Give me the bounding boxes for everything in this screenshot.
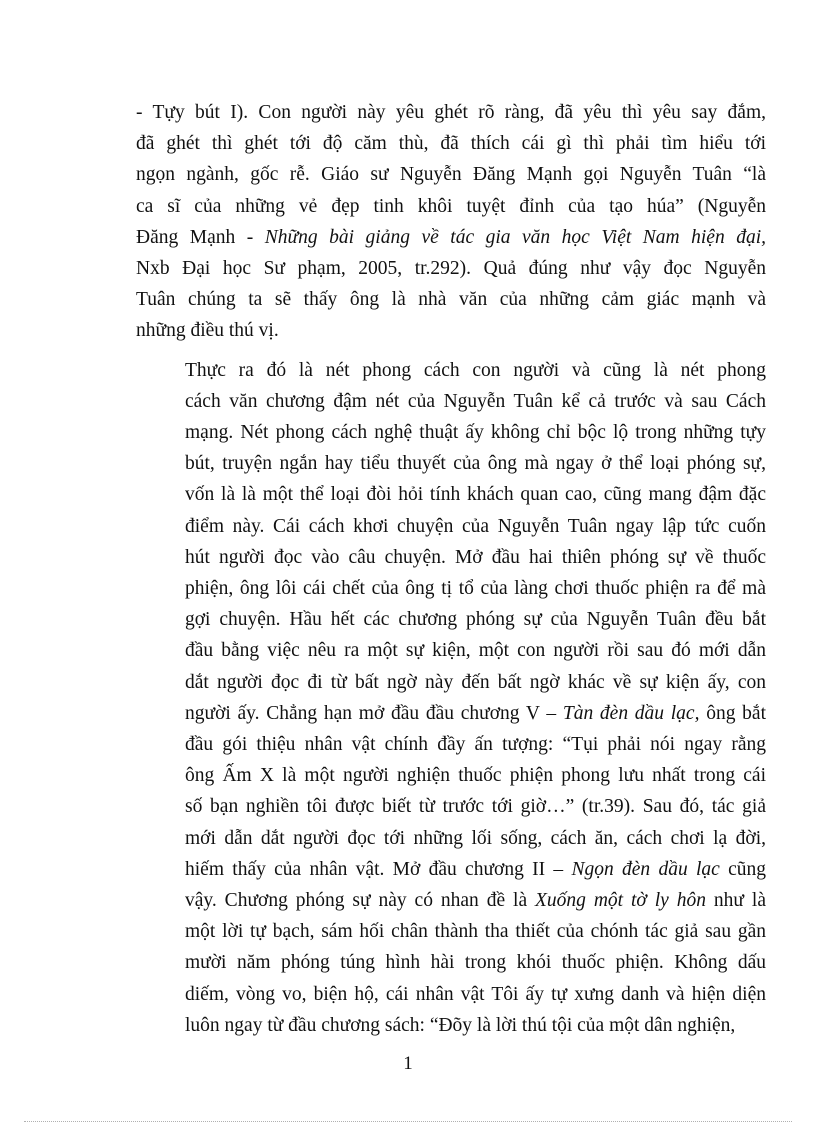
text-line <box>136 854 766 885</box>
text-run: cũng <box>719 858 767 880</box>
text-line <box>136 885 766 916</box>
text-run: như là <box>706 890 766 912</box>
text-line <box>136 222 766 253</box>
text-run: mới dẫn dắt người đọc tới những lối sống, cách ăn, cách chơi lạ đời, <box>185 827 766 849</box>
text-line <box>136 947 766 978</box>
text-run: vốn là là một thể loại đòi hỏi tính khách quan cao, cũng mang đậm đặc <box>185 484 766 506</box>
text-run: đầu bằng việc nêu ra một sự kiện, một con người rồi sau đó mới dẫn <box>185 640 766 662</box>
text-line <box>136 667 766 698</box>
text-line <box>136 479 766 510</box>
text-run: dắt người đọc đi từ bất ngờ này đến bất ngờ khác về sự kiện ấy, con <box>185 671 766 693</box>
text-line <box>136 542 766 573</box>
paragraph-2 <box>136 355 766 1041</box>
text-run: Thực ra đó là nét phong cách con người và cũng là nét phong <box>185 359 766 381</box>
text-run: luôn ngay từ đầu chương sách: “Đõy là lời thú tội của một dân nghiện, <box>185 1014 736 1036</box>
text-run: vậy. Chương phóng sự này có nhan đề là <box>185 890 536 912</box>
text-run: hút người đọc vào câu chuyện. Mở đầu hai thiên phóng sự về thuốc <box>185 546 766 568</box>
text-line <box>136 253 766 284</box>
document-body <box>136 97 766 1041</box>
text-run: đầu gói thiệu nhân vật chính đầy ấn tượng: “Tụi phải nói ngay rằng <box>185 734 766 756</box>
text-run: đã ghét thì ghét tới độ căm thù, đã thích cái gì thì phải tìm hiểu tới <box>136 133 766 155</box>
text-run: phiện, ông lôi cái chết của ông tị tổ của làng chơi thuốc phiện ra để mà <box>185 578 766 600</box>
text-line <box>136 635 766 666</box>
text-run: mạng. Nét phong cách nghệ thuật ấy không chỉ bộc lộ trong những tựy <box>185 422 766 444</box>
text-run: diếm, vòng vo, biện hộ, cái nhân vật Tôi ấy tự xưng danh và hiện diện <box>185 983 766 1005</box>
text-line <box>136 511 766 542</box>
text-line <box>136 573 766 604</box>
text-line <box>136 823 766 854</box>
italic-title: Ngọn đèn dầu lạc <box>571 858 720 880</box>
text-run: ngọn ngành, gốc rễ. Giáo sư Nguyễn Đăng Mạnh gọi Nguyễn Tuân “là <box>136 164 766 186</box>
page-number: 1 <box>403 1053 413 1074</box>
text-line <box>136 791 766 822</box>
text-run: ca sĩ của những vẻ đẹp tinh khôi tuyệt đỉnh của tạo húa” (Nguyễn <box>136 195 766 217</box>
italic-title: Những bài giảng về tác gia văn học Việt Nam hiện đại, <box>264 226 766 248</box>
text-line <box>136 128 766 159</box>
text-run: Đăng Mạnh - <box>136 226 265 248</box>
text-run: hiếm thấy của nhân vật. Mở đầu chương II – <box>185 858 572 880</box>
text-run: Tuân chúng ta sẽ thấy ông là nhà văn của những cảm giác mạnh và <box>136 289 766 311</box>
text-run: ông bắt <box>699 702 766 724</box>
text-line <box>136 417 766 448</box>
text-line <box>136 355 766 386</box>
text-run: ông Ấm X là một người nghiện thuốc phiện phong lưu nhất trong cái <box>185 765 766 787</box>
text-line <box>136 760 766 791</box>
paragraph-1 <box>136 97 766 347</box>
text-line <box>136 729 766 760</box>
text-run: Nxb Đại học Sư phạm, 2005, tr.292). Quả đúng như vậy đọc Nguyễn <box>136 258 766 280</box>
text-line <box>136 916 766 947</box>
text-run: những điều thú vị. <box>136 320 279 342</box>
footer-divider <box>24 1121 792 1122</box>
text-run: gợi chuyện. Hầu hết các chương phóng sự của Nguyễn Tuân đều bắt <box>185 609 766 631</box>
text-line <box>136 1010 766 1041</box>
text-run: cách văn chương đậm nét của Nguyễn Tuân kể cả trước và sau Cách <box>185 390 766 412</box>
text-run: - Tựy bút I). Con người này yêu ghét rõ ràng, đã yêu thì yêu say đắm, <box>136 102 766 123</box>
text-line <box>136 448 766 479</box>
text-run: một lời tự bạch, sám hối chân thành tha thiết của chónh tác giả sau gần <box>185 921 766 943</box>
text-run: điểm này. Cái cách khơi chuyện của Nguyễn Tuân ngay lập tức cuốn <box>185 515 766 537</box>
text-line <box>136 979 766 1010</box>
text-run: người ấy. Chẳng hạn mở đầu đầu chương V – <box>185 702 563 724</box>
text-run: bút, truyện ngắn hay tiểu thuyết của ông mà ngay ở thể loại phóng sự, <box>185 453 766 475</box>
italic-title: Tàn đèn dầu lạc, <box>562 702 700 724</box>
text-line <box>136 191 766 222</box>
italic-title: Xuống một tờ ly hôn <box>535 890 706 912</box>
text-line <box>136 97 766 128</box>
text-line <box>136 159 766 190</box>
text-run: số bạn nghiền tôi được biết từ trước tới giờ…” (tr.39). Sau đó, tác giả <box>185 796 766 818</box>
text-line <box>136 604 766 635</box>
text-run: mười năm phóng túng hình hài trong khói thuốc phiện. Không dấu <box>185 952 766 974</box>
text-line <box>136 315 766 346</box>
text-line <box>136 698 766 729</box>
text-line <box>136 284 766 315</box>
text-line <box>136 386 766 417</box>
